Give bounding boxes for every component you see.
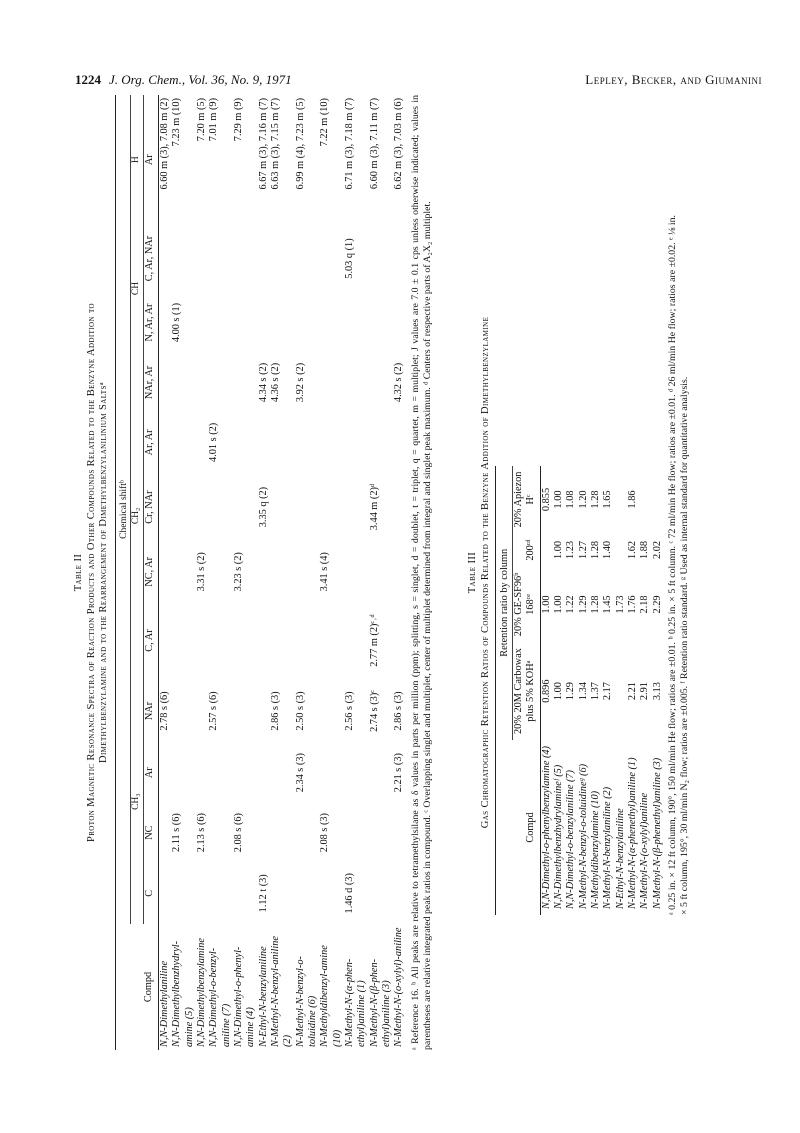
table-cell: 2.77 m (2)ᶜ˒ᵈ <box>368 614 380 667</box>
table2-title-line2: Dimethylbenzylamine and to the Rearrangement of Dimethylbenzylanilinium Saltsᵃ <box>98 381 110 764</box>
table-cell <box>319 743 344 803</box>
table-cell: 4.34 s (2) <box>257 362 269 403</box>
table-cell <box>615 533 627 566</box>
table-row <box>602 466 614 915</box>
compound-name: N-Methyl-N-(o-xylyl)aniline <box>639 792 651 909</box>
table-row <box>233 95 258 1050</box>
table-row <box>639 466 651 915</box>
table-cell: 1.86 <box>626 490 638 509</box>
table-cell: 1.00 <box>552 541 564 560</box>
table-cell <box>319 353 344 413</box>
table-cell <box>208 803 233 863</box>
table-cell <box>319 602 344 680</box>
table-cell <box>295 803 320 863</box>
table-cell: 2.86 s (3) <box>393 691 405 731</box>
table-cell: 7.22 m (10) <box>319 98 331 147</box>
table-cell <box>158 472 171 541</box>
table-cell: 2.13 s (6) <box>195 813 207 853</box>
table-cell <box>615 466 627 534</box>
table-cell <box>393 602 405 680</box>
table-cell <box>258 412 270 472</box>
table-cell: 1.00 <box>552 595 564 614</box>
table-cell <box>158 743 171 803</box>
table3-footnote: ᵃ 0.25 in. × 12 ft column, 190°, 150 ml/min He flow; ratios are ±0.01. ᵇ 0.25 in. × 5 ft column. ᶜ 72 ml/min He flow; ratios are ±0.01. ᵈ 26 ml/min He flow; ratios are ±0.02. ᵉ ⅛ in. × 5 ft column, 195°, 30 ml/min N₂ flow; ratios are ±0.005. ᶠ Retention ratio standard. ᵍ Used as internal standard for quantitative analysis. <box>666 215 690 915</box>
table-cell: 1.00 <box>552 490 564 509</box>
table-cell: 3.92 s (2) <box>294 362 306 403</box>
compound-name: N,N-Dimethyl-o-phenyl-amine (4) <box>232 946 257 1047</box>
table-cell <box>171 224 196 292</box>
compound-name: N,N-Dimethylbenzhydrylamineᶠ (5) <box>552 764 564 909</box>
table-cell <box>171 412 196 472</box>
table-cell: 1.37 <box>589 682 601 701</box>
compound-name: N-Methyl-N-(α-phen-ethyl)aniline (1) <box>344 958 368 1047</box>
table2-title-line1: Proton Magnetic Resonance Spectra of Reaction Products and Other Compounds Related to the Benzyne Addition to <box>85 303 97 842</box>
table2-col-header: C, Ar <box>143 602 158 680</box>
page-number: 1224 <box>75 72 101 87</box>
table-cell: 7.01 m (9) <box>208 98 220 142</box>
table-cell <box>158 353 171 413</box>
table-cell: 7.23 m (10) <box>171 98 183 147</box>
compound-name: N,N-Dimethylaniline <box>158 960 170 1047</box>
table-cell: 1.00 <box>552 682 564 701</box>
table-cell <box>196 472 208 541</box>
table-cell <box>171 863 196 924</box>
table-cell: 2.08 s (6) <box>232 813 244 853</box>
table-cell: 1.62 <box>626 541 638 560</box>
compound-name: N-Ethyl-N-benzylaniline <box>257 946 269 1047</box>
table-cell <box>369 224 394 292</box>
table-cell: 6.62 m (3), 7.03 m (6) <box>393 98 405 190</box>
table-row <box>652 466 664 915</box>
table-cell: 6.71 m (3), 7.18 m (7) <box>344 98 356 190</box>
table-cell: 1.46 d (3) <box>344 873 356 914</box>
table-cell <box>369 863 394 924</box>
table-cell <box>639 466 651 534</box>
table-cell <box>208 863 233 924</box>
table-cell <box>540 533 553 566</box>
running-header <box>0 72 800 92</box>
table-row <box>208 95 233 1050</box>
table2-col-header: NC, Ar <box>143 542 158 602</box>
table-cell: 7.20 m (5) <box>195 98 207 142</box>
table-cell <box>369 293 394 353</box>
table-cell <box>171 743 196 803</box>
table-cell <box>158 412 171 472</box>
table-cell <box>196 679 208 742</box>
table-cell <box>233 353 258 413</box>
compound-name: N-Methyl-N-(α-phenethyl)aniline (1) <box>626 757 638 909</box>
compound-name: N,N-Dimethyl-o-benzyl-aniline (7) <box>208 947 232 1047</box>
ch3-group-header: CH₃ <box>131 679 143 924</box>
compound-name: N-Methyl-N-benzyl-o-toluidine (6) <box>294 956 319 1047</box>
table-cell: 2.11 s (6) <box>171 813 183 853</box>
table-cell: 0.896 <box>540 679 552 703</box>
table-cell: 2.57 s (6) <box>208 691 220 731</box>
table-cell <box>258 743 270 803</box>
compound-name: N,N-Dimethyl-o-phenylbenzylamine (4) <box>540 746 552 909</box>
table-cell: 2.34 s (3) <box>294 753 306 793</box>
compound-name: N,N-Dimethylbenzhydryl-amine (5) <box>171 940 195 1047</box>
compound-name: N,N-Dimethyl-o-benzylaniline (7) <box>565 770 577 909</box>
table-cell: 1.40 <box>602 541 614 560</box>
table3-col-header <box>512 533 525 566</box>
table-cell <box>344 472 369 541</box>
table2-col-header: Ar <box>143 743 158 803</box>
table-cell <box>393 803 405 863</box>
table-cell: 1.34 <box>577 682 589 701</box>
table2-label: Table II <box>73 553 84 592</box>
table-cell <box>171 679 196 742</box>
table-cell <box>319 472 344 541</box>
table-cell <box>158 293 171 353</box>
table-cell <box>319 863 344 924</box>
table-cell: 1.88 <box>639 541 651 560</box>
table-cell <box>295 602 320 680</box>
table-cell: 1.28 <box>589 595 601 614</box>
table-cell <box>270 863 295 924</box>
table-cell <box>295 542 320 602</box>
table2-col-header: Ar, Ar <box>143 412 158 472</box>
table-cell <box>233 679 258 742</box>
table-cell <box>295 224 320 292</box>
table-cell <box>258 602 270 680</box>
table2-col-header: Ar <box>143 95 158 224</box>
table-row <box>369 95 394 1050</box>
table-cell <box>171 542 196 602</box>
table3 <box>495 466 663 915</box>
table-cell: 1.28 <box>589 541 601 560</box>
table-cell <box>270 472 295 541</box>
compound-name: N-Methyl-N-(β-phen-ethyl)aniline (3) <box>368 958 393 1047</box>
table-cell <box>369 353 394 413</box>
compound-name: N-Methyl-N-(o-xylyl)-aniline <box>393 927 405 1047</box>
table3-label: Table III <box>467 551 479 594</box>
table-cell: 6.99 m (4), 7.23 m (5) <box>294 98 306 190</box>
table-cell: 1.12 t (3) <box>257 874 269 913</box>
table3-col-header <box>512 740 525 915</box>
table-cell: 2.78 s (6) <box>158 691 170 731</box>
table-cell <box>233 472 258 541</box>
table-cell <box>270 803 295 863</box>
table-cell <box>258 293 270 353</box>
table-row <box>258 95 270 1050</box>
table-cell: 3.35 q (2) <box>257 486 269 528</box>
table-cell <box>258 224 270 292</box>
table-cell: 3.41 s (4) <box>319 552 331 592</box>
table-cell <box>196 293 208 353</box>
table-cell <box>393 293 405 353</box>
journal-citation <box>75 72 292 88</box>
table-cell: 4.01 s (2) <box>208 422 220 462</box>
table-cell: 1.20 <box>577 490 589 509</box>
table-row <box>590 466 602 915</box>
table-cell <box>319 412 344 472</box>
table-cell <box>270 542 295 602</box>
table-cell: 2.56 s (3) <box>344 691 356 731</box>
table-cell <box>208 224 233 292</box>
table-cell <box>171 353 196 413</box>
table-cell <box>233 224 258 292</box>
table-cell: 2.18 <box>639 595 651 614</box>
table-cell <box>208 743 233 803</box>
rotated-tables <box>73 90 773 1050</box>
table-cell <box>158 224 171 292</box>
table-cell: 1.00 <box>540 595 552 614</box>
table-cell <box>270 412 295 472</box>
table-cell: 1.29 <box>577 595 589 614</box>
table2-col-header: Compd <box>143 924 158 1050</box>
table3-col-header: 200ᶜᵈ <box>525 533 540 566</box>
table-cell <box>158 803 171 863</box>
table-cell <box>171 472 196 541</box>
table-cell <box>233 863 258 924</box>
table-cell <box>319 679 344 742</box>
table-cell <box>258 679 270 742</box>
table-cell <box>369 743 394 803</box>
table-cell <box>295 863 320 924</box>
table-cell: 4.00 s (1) <box>171 302 183 343</box>
table-cell <box>233 412 258 472</box>
table-row <box>565 466 577 915</box>
table-cell <box>196 353 208 413</box>
table-row <box>578 466 590 915</box>
table-cell: 3.31 s (2) <box>195 552 207 592</box>
table-cell <box>233 293 258 353</box>
table2-col-header: NC <box>143 803 158 863</box>
table2-col-header: NAr, Ar <box>143 353 158 413</box>
table-cell: 1.29 <box>565 682 577 701</box>
table-cell: 1.22 <box>565 595 577 614</box>
table2-col-header: C <box>143 863 158 924</box>
table-cell: 2.17 <box>602 682 614 701</box>
table-row <box>615 466 627 915</box>
table-cell: 1.23 <box>565 541 577 560</box>
table-row <box>158 95 171 1050</box>
table-cell <box>208 602 233 680</box>
table-cell <box>369 542 394 602</box>
journal-name: J. Org. Chem., Vol. 36, No. 9, 1971 <box>109 72 292 87</box>
table3-title: Gas Chromatographic Retention Ratios of Compounds Related to the Benzyne Addition of Dimethylbenzylamine <box>479 316 491 829</box>
table-cell: 7.29 m (9) <box>232 98 244 142</box>
retention-ratio-header: Retention ratio by column <box>496 466 512 740</box>
table-cell <box>158 602 171 680</box>
table-cell: 1.28 <box>589 490 601 509</box>
h-group-header: H <box>131 95 143 224</box>
table-cell: 5.03 q (1) <box>344 238 356 279</box>
table-row <box>295 95 320 1050</box>
table-cell <box>196 863 208 924</box>
compound-name: N,N-Dimethylbenzylamine <box>195 938 207 1047</box>
table-row <box>319 95 344 1050</box>
table-cell <box>171 602 196 680</box>
table-cell: 2.86 s (3) <box>270 691 281 731</box>
table-cell <box>233 602 258 680</box>
table-cell <box>196 412 208 472</box>
table-cell <box>270 293 295 353</box>
table-cell <box>319 293 344 353</box>
table-cell: 3.13 <box>651 682 663 701</box>
table3-col-header: Hᶜ <box>525 466 540 534</box>
table-cell <box>344 293 369 353</box>
compound-name: N-Methyl-N-benzylaniline (2) <box>602 786 614 909</box>
table-cell <box>295 412 320 472</box>
table-cell <box>196 224 208 292</box>
table-cell: 2.02 <box>651 541 663 560</box>
table3-col-header: plus 5% KOHᵃ <box>525 642 540 740</box>
ch-group-header: CH <box>131 224 143 352</box>
table3-col-header: 20% 20M Carbowax <box>512 648 524 734</box>
table-row <box>270 95 295 1050</box>
table-cell <box>258 542 270 602</box>
table-cell <box>196 602 208 680</box>
compound-name: N-Methyldibenzyl-amine (10) <box>319 945 343 1047</box>
table-cell: 1.45 <box>602 595 614 614</box>
table-cell: 3.44 m (2)ᵈ <box>368 483 380 531</box>
table-cell: 1.73 <box>614 595 626 614</box>
table-cell <box>208 472 233 541</box>
table-cell <box>208 353 233 413</box>
table-cell <box>344 412 369 472</box>
table-cell: 1.76 <box>626 595 638 614</box>
table-cell <box>369 412 394 472</box>
authors: Lepley, Becker, and Giumanini <box>585 72 762 87</box>
table-cell <box>208 542 233 602</box>
table2-col-header: NAr <box>143 679 158 742</box>
compound-name: N-Ethyl-N-benzylaniline <box>614 808 626 909</box>
table-cell: 6.67 m (3), 7.16 m (7) <box>257 98 269 190</box>
table3-col-header: Compd <box>525 740 540 915</box>
table-cell: 4.32 s (2) <box>393 362 405 403</box>
table-cell <box>393 863 405 924</box>
table2-col-header: N, Ar, Ar <box>143 293 158 353</box>
table-cell: 2.74 s (3)ᶜ <box>368 690 380 732</box>
table-cell <box>295 472 320 541</box>
table-cell: 2.21 s (3) <box>393 753 405 793</box>
table-cell <box>270 602 295 680</box>
table-cell: 6.63 m (3), 7.15 m (7) <box>270 98 281 190</box>
table-cell: 2.91 <box>639 682 651 701</box>
compound-name: N-Methyldibenzylamine (10) <box>589 790 601 909</box>
table-cell <box>652 466 664 534</box>
table-cell <box>319 224 344 292</box>
table-cell <box>393 472 405 541</box>
table-cell <box>344 803 369 863</box>
table-cell <box>270 743 295 803</box>
table2-footnote: ᵃ Reference 16. ᵇ All peaks are relative to tetramethylsilane as δ values in parts per million (ppm); splitting, s = singlet, d = doublet, t = triplet, q = quartet, m = multiplet; J values are 7.0 ± 0.1 cps unless otherwise indicated; values in parentheses are relative integrated peak ratios in compound. ᶜ Overlapping singlet and multiplet, center of multiplet determined from integral and singlet peak maximum. ᵈ Centers of respective parts of A₂X₂ multiplet. <box>409 95 433 1050</box>
table-cell <box>158 542 171 602</box>
table-cell <box>344 743 369 803</box>
table-cell <box>158 863 171 924</box>
table2-col-header: Cr, NAr <box>143 472 158 541</box>
table-cell: 2.29 <box>651 595 663 614</box>
table-cell: 1.65 <box>602 490 614 509</box>
table3-col-header: 168ᶜᵉ <box>525 567 540 643</box>
table2 <box>115 95 406 1050</box>
compound-name: N-Methyl-N-(β-phenethyl)aniline (3) <box>651 757 663 909</box>
table-cell <box>295 293 320 353</box>
table2-col-header: C, Ar, NAr <box>143 224 158 292</box>
table-cell <box>393 542 405 602</box>
table-row <box>540 466 553 915</box>
table-cell <box>344 542 369 602</box>
table-cell: 2.21 <box>626 682 638 701</box>
table-cell <box>258 803 270 863</box>
table-cell: 2.08 s (3) <box>319 813 331 853</box>
table-cell: 6.60 m (3), 7.11 m (7) <box>368 98 380 190</box>
compound-name: N-Methyl-N-benzyl-aniline (2) <box>270 936 294 1047</box>
table-cell: 2.50 s (3) <box>294 691 306 731</box>
ch2-group-header: CH₂ <box>131 353 143 680</box>
table-cell <box>369 803 394 863</box>
table-cell <box>196 743 208 803</box>
table-cell: 0.855 <box>540 487 552 512</box>
table-row <box>627 466 639 915</box>
table-cell: 4.36 s (2) <box>270 362 281 403</box>
table3-col-header: 20% GE-SF96ᵇ <box>512 572 524 637</box>
table-cell <box>270 224 295 292</box>
table-cell <box>344 602 369 680</box>
table-cell <box>344 353 369 413</box>
chemical-shift-header: Chemical shiftᵇ <box>115 95 130 924</box>
table-row <box>344 95 369 1050</box>
table-row <box>171 95 196 1050</box>
table-cell: 1.08 <box>565 490 577 509</box>
compound-name: N-Methyl-N-benzyl-o-toluidineᵍ (6) <box>577 763 589 909</box>
table-row <box>393 95 405 1050</box>
table-cell <box>615 642 627 740</box>
table-cell <box>233 743 258 803</box>
table-row <box>553 466 565 915</box>
table-cell: 1.27 <box>577 541 589 560</box>
table-cell: 6.60 m (3), 7.08 m (2) <box>158 98 170 190</box>
table-row <box>196 95 208 1050</box>
table-cell <box>208 293 233 353</box>
table-cell: 3.23 s (2) <box>232 552 244 592</box>
table3-col-header: 20% Apiezon <box>512 471 524 528</box>
table-cell <box>393 224 405 292</box>
table-cell <box>393 412 405 472</box>
